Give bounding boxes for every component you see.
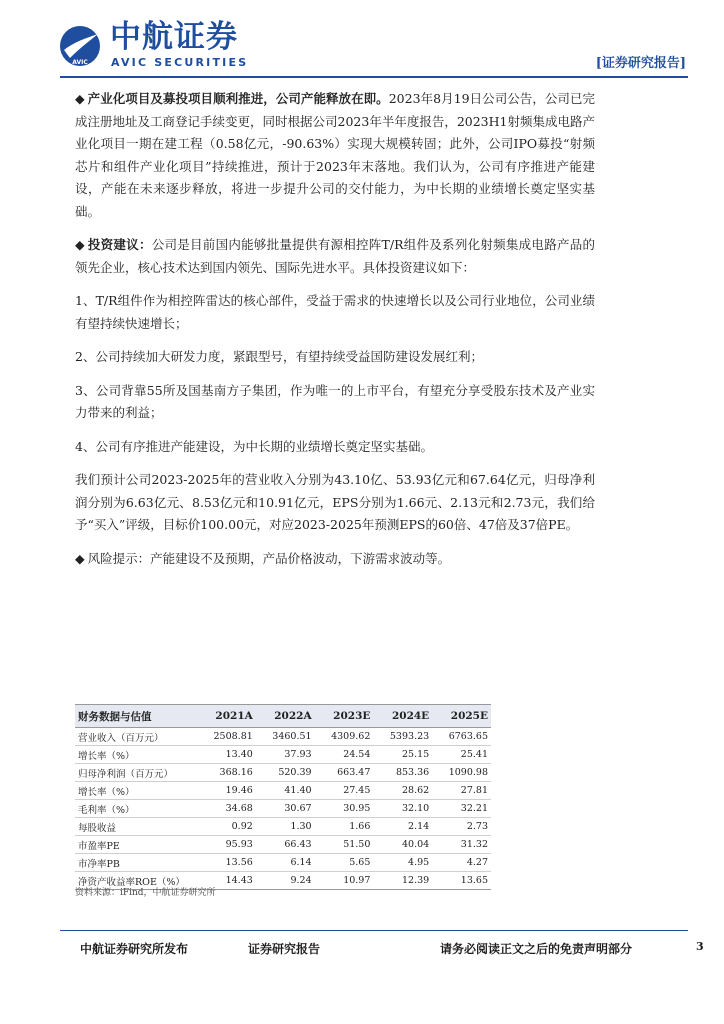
logo-mark-text: AVIC — [72, 59, 88, 66]
table-cell: 66.43 — [256, 836, 315, 854]
brand-name-cn: 中航证券 — [110, 19, 238, 55]
report-type-tag: [证券研究报告] — [595, 56, 686, 71]
table-cell: 31.32 — [432, 836, 491, 854]
table-row — [75, 728, 491, 746]
table-header-cell: 2022A — [256, 705, 315, 728]
table-cell: 14.43 — [197, 872, 256, 890]
table-cell: 25.41 — [432, 746, 491, 764]
table-cell: 6.14 — [256, 854, 315, 872]
table-cell: 32.21 — [432, 800, 491, 818]
table-cell: 归母净利润（百万元） — [75, 764, 197, 782]
table-cell: 663.47 — [315, 764, 374, 782]
table-header-row — [75, 705, 491, 728]
table-header-cell: 2021A — [197, 705, 256, 728]
paragraph-text: 4、公司有序推进产能建设，为中长期的业绩增长奠定坚实基础。 — [75, 438, 433, 454]
table-cell: 37.93 — [256, 746, 315, 764]
table-cell: 2.14 — [373, 818, 432, 836]
paragraph-text: 我们预计公司2023-2025年的营业收入分别为43.10亿、53.93亿元和67.64亿元，归母净利润分别为6.63亿元、8.53亿元和10.91亿元，EPS分别为1.66元、2.13元和2.73元，我们给予“买入”评级，目标价100.00元，对应2023-2025年预测EPS的60倍、47倍及37倍PE。 — [75, 472, 595, 532]
table-header-cell: 2024E — [373, 705, 432, 728]
paragraph-text: 公司是目前国内能够批量提供有源相控阵T/R组件及系列化射频集成电路产品的领先企业，核心技术达到国内领先、国际先进水平。具体投资建议如下： — [75, 237, 595, 275]
table-cell: 10.97 — [315, 872, 374, 890]
table-cell: 营业收入（百万元） — [75, 728, 197, 746]
table-cell: 增长率（%） — [75, 746, 197, 764]
table-cell: 30.67 — [256, 800, 315, 818]
table-cell: 19.46 — [197, 782, 256, 800]
bullet-icon: ◆ — [75, 550, 85, 566]
table-cell: 9.24 — [256, 872, 315, 890]
paragraph-capacity — [75, 88, 595, 223]
footer-report-type: 证券研究报告 — [248, 942, 321, 956]
table-row — [75, 836, 491, 854]
table-header-cell: 2025E — [432, 705, 491, 728]
paragraph-text: 3、公司背靠55所及国基南方子集团，作为唯一的上市平台，有望充分享受股东技术及产业实力带来的利益； — [75, 382, 595, 420]
table-cell: 1.66 — [315, 818, 374, 836]
table-cell: 市盈率PE — [75, 836, 197, 854]
table-cell: 13.56 — [197, 854, 256, 872]
paragraph-text: 2023年8月19日公司公告，公司已完成注册地址及工商登记手续变更，同时根据公司2023年半年度报告，2023H1射频集成电路产业化项目一期在建工程（0.58亿元，-90.63%）实现大规模转固；此外，公司IPO募投“射频芯片和组件产业化项目”持续推进，预计于2023年末落地。我们认为，公司有序推进产能建设，产能在未来逐步释放，将进一步提升公司的交付能力，为中长期的业绩增长奠定坚实基础。 — [75, 91, 595, 219]
paragraph-text: 风险提示：产能建设不及预期，产品价格波动，下游需求波动等。 — [87, 550, 451, 566]
paragraph-point-2 — [75, 346, 595, 369]
table-cell: 0.92 — [197, 818, 256, 836]
report-body — [75, 88, 595, 581]
footer-disclaimer-note: 请务必阅读正文之后的免责声明部分 — [440, 942, 633, 956]
table-cell: 2.73 — [432, 818, 491, 836]
table-cell: 每股收益 — [75, 818, 197, 836]
financial-forecast-table — [75, 704, 491, 890]
table-cell: 4.27 — [432, 854, 491, 872]
table-cell: 4309.62 — [315, 728, 374, 746]
footer-divider — [60, 930, 688, 931]
table-cell: 32.10 — [373, 800, 432, 818]
table-cell: 24.54 — [315, 746, 374, 764]
paragraph-text: 2、公司持续加大研发力度，紧跟型号，有望持续受益国防建设发展红利； — [75, 349, 483, 364]
table-cell: 30.95 — [315, 800, 374, 818]
table-cell: 853.36 — [373, 764, 432, 782]
table-cell: 6763.65 — [432, 728, 491, 746]
table-cell: 520.39 — [256, 764, 315, 782]
table-cell: 13.40 — [197, 746, 256, 764]
paragraph-lead: 产业化项目及募投项目顺利推进，公司产能释放在即。 — [87, 91, 389, 106]
paragraph-investment-advice — [75, 234, 595, 279]
brand-name-en: AVIC SECURITIES — [111, 56, 249, 69]
table-cell: 40.04 — [373, 836, 432, 854]
table-cell: 95.93 — [197, 836, 256, 854]
paragraph-point-1 — [75, 290, 595, 335]
table-source-note: 资料来源：iFind，中航证券研究所 — [75, 888, 216, 898]
table-cell: 毛利率（%） — [75, 800, 197, 818]
table-header-cell: 2023E — [315, 705, 374, 728]
table-cell: 增长率（%） — [75, 782, 197, 800]
table-cell: 34.68 — [197, 800, 256, 818]
table-cell: 27.81 — [432, 782, 491, 800]
table-row — [75, 818, 491, 836]
paragraph-forecast — [75, 469, 595, 537]
avic-logo-icon — [58, 24, 102, 68]
paragraph-point-3 — [75, 380, 595, 425]
table-row — [75, 764, 491, 782]
table-row — [75, 782, 491, 800]
paragraph-point-4 — [75, 436, 595, 459]
financial-table-container — [75, 704, 491, 890]
paragraph-text: 1、T/R组件作为相控阵雷达的核心部件，受益于需求的快速增长以及公司行业地位，公司业绩有望持续快速增长； — [75, 293, 595, 331]
header-divider — [60, 76, 688, 78]
table-cell: 28.62 — [373, 782, 432, 800]
paragraph-risk — [75, 548, 595, 571]
table-cell: 27.45 — [315, 782, 374, 800]
table-cell: 41.40 — [256, 782, 315, 800]
table-cell: 5.65 — [315, 854, 374, 872]
table-header-cell: 财务数据与估值 — [75, 705, 197, 728]
table-cell: 3460.51 — [256, 728, 315, 746]
bullet-icon: ◆ — [75, 91, 85, 106]
table-cell: 2508.81 — [197, 728, 256, 746]
table-row — [75, 746, 491, 764]
table-row — [75, 854, 491, 872]
page-header — [0, 0, 724, 76]
table-cell: 净资产收益率ROE（%） — [75, 872, 197, 890]
page-number: 3 — [696, 940, 704, 953]
table-cell: 4.95 — [373, 854, 432, 872]
table-cell: 12.39 — [373, 872, 432, 890]
table-cell: 市净率PB — [75, 854, 197, 872]
table-cell: 51.50 — [315, 836, 374, 854]
table-row — [75, 800, 491, 818]
table-cell: 1090.98 — [432, 764, 491, 782]
table-cell: 5393.23 — [373, 728, 432, 746]
table-cell: 25.15 — [373, 746, 432, 764]
bullet-icon: ◆ — [75, 237, 85, 252]
paragraph-lead: 投资建议： — [87, 237, 152, 252]
table-cell: 368.16 — [197, 764, 256, 782]
table-cell: 13.65 — [432, 872, 491, 890]
table-cell: 1.30 — [256, 818, 315, 836]
footer-publisher: 中航证券研究所发布 — [80, 942, 189, 956]
